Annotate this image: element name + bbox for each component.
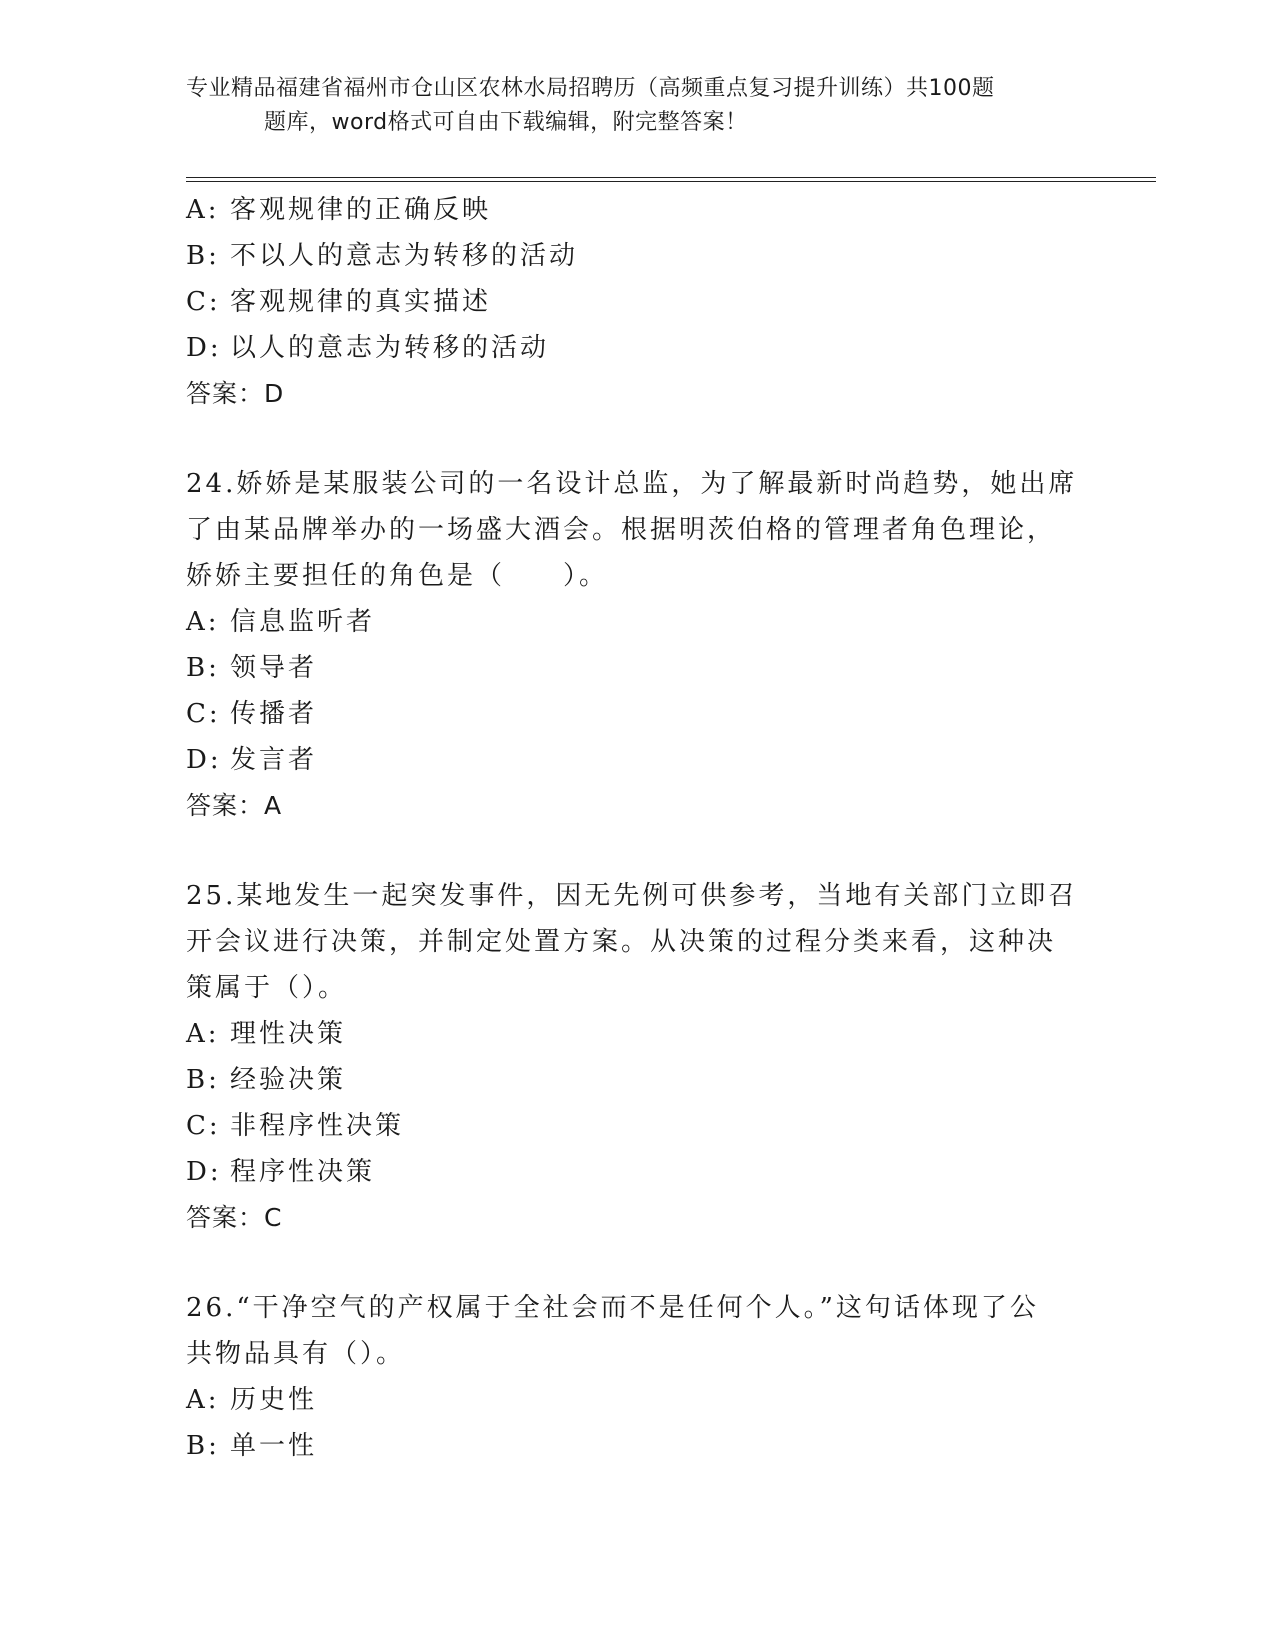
option-row (186, 737, 1086, 783)
spacer (186, 1241, 1086, 1285)
question-text-line: 了由某品牌举办的一场盛大酒会。根据明茨伯格的管理者角色理论， (186, 515, 1057, 545)
option-letter: A: (186, 607, 220, 637)
option-letter: C: (186, 1111, 221, 1141)
question-text-line: 开会议进行决策，并制定处置方案。从决策的过程分类来看，这种决 (186, 927, 1057, 957)
question-text-line: 娇娇主要担任的角色是（ ）。 (186, 561, 609, 591)
option-row (186, 599, 1086, 645)
option-letter: A: (186, 195, 220, 225)
option-text: 领导者 (230, 653, 318, 683)
option-text: 发言者 (230, 745, 318, 775)
option-row (186, 1423, 1086, 1469)
question-text-line: 策属于（）。 (186, 973, 348, 1003)
question-text-line: 24.娇娇是某服装公司的一名设计总监，为了解最新时尚趋势，她出席 (186, 469, 1078, 499)
option-letter: D: (186, 745, 222, 775)
option-text: 非程序性决策 (230, 1111, 405, 1141)
option-text: 客观规律的真实描述 (230, 287, 492, 317)
answer-line: 答案：A (186, 791, 283, 820)
option-row (186, 1103, 1086, 1149)
option-row (186, 279, 1086, 325)
question-text-line: 25.某地发生一起突发事件，因无先例可供参考，当地有关部门立即召 (186, 881, 1078, 911)
option-text: 单一性 (230, 1431, 318, 1461)
option-text: 经验决策 (230, 1065, 347, 1095)
answer-line: 答案：C (186, 1203, 283, 1232)
option-letter: B: (186, 1065, 220, 1095)
question-block-24 (186, 461, 1086, 829)
option-letter: C: (186, 287, 221, 317)
option-text: 历史性 (230, 1385, 318, 1415)
option-row (186, 1377, 1086, 1423)
header-divider (186, 177, 1156, 182)
spacer (186, 417, 1086, 461)
option-text: 客观规律的正确反映 (230, 195, 492, 225)
option-row (186, 1149, 1086, 1195)
option-text: 理性决策 (230, 1019, 347, 1049)
answer-line: 答案：D (186, 379, 285, 408)
question-block-26 (186, 1285, 1086, 1469)
header-line-1: 专业精品福建省福州市仓山区农林水局招聘历（高频重点复习提升训练）共100题 (186, 76, 995, 101)
option-row (186, 1011, 1086, 1057)
question-text-line: 26.“干净空气的产权属于全社会而不是任何个人。”这句话体现了公 (186, 1293, 1039, 1323)
document-header (186, 72, 1086, 140)
option-row (186, 1057, 1086, 1103)
option-text: 信息监听者 (230, 607, 376, 637)
option-text: 不以人的意志为转移的活动 (230, 241, 579, 271)
option-row (186, 691, 1086, 737)
option-letter: B: (186, 1431, 220, 1461)
question-list (186, 187, 1086, 1469)
option-text: 以人的意志为转移的活动 (230, 333, 550, 363)
option-row (186, 233, 1086, 279)
option-row (186, 645, 1086, 691)
option-row (186, 187, 1086, 233)
option-letter: D: (186, 333, 222, 363)
option-letter: A: (186, 1385, 220, 1415)
option-letter: C: (186, 699, 221, 729)
question-block-25 (186, 873, 1086, 1241)
spacer (186, 829, 1086, 873)
option-text: 传播者 (230, 699, 318, 729)
question-block-23 (186, 187, 1086, 417)
option-letter: B: (186, 653, 220, 683)
option-letter: D: (186, 1157, 222, 1187)
option-row (186, 325, 1086, 371)
option-letter: B: (186, 241, 220, 271)
header-line-2: 题库，word格式可自由下载编辑，附完整答案！ (264, 110, 748, 135)
question-text-line: 共物品具有（）。 (186, 1339, 406, 1369)
option-letter: A: (186, 1019, 220, 1049)
option-text: 程序性决策 (230, 1157, 376, 1187)
